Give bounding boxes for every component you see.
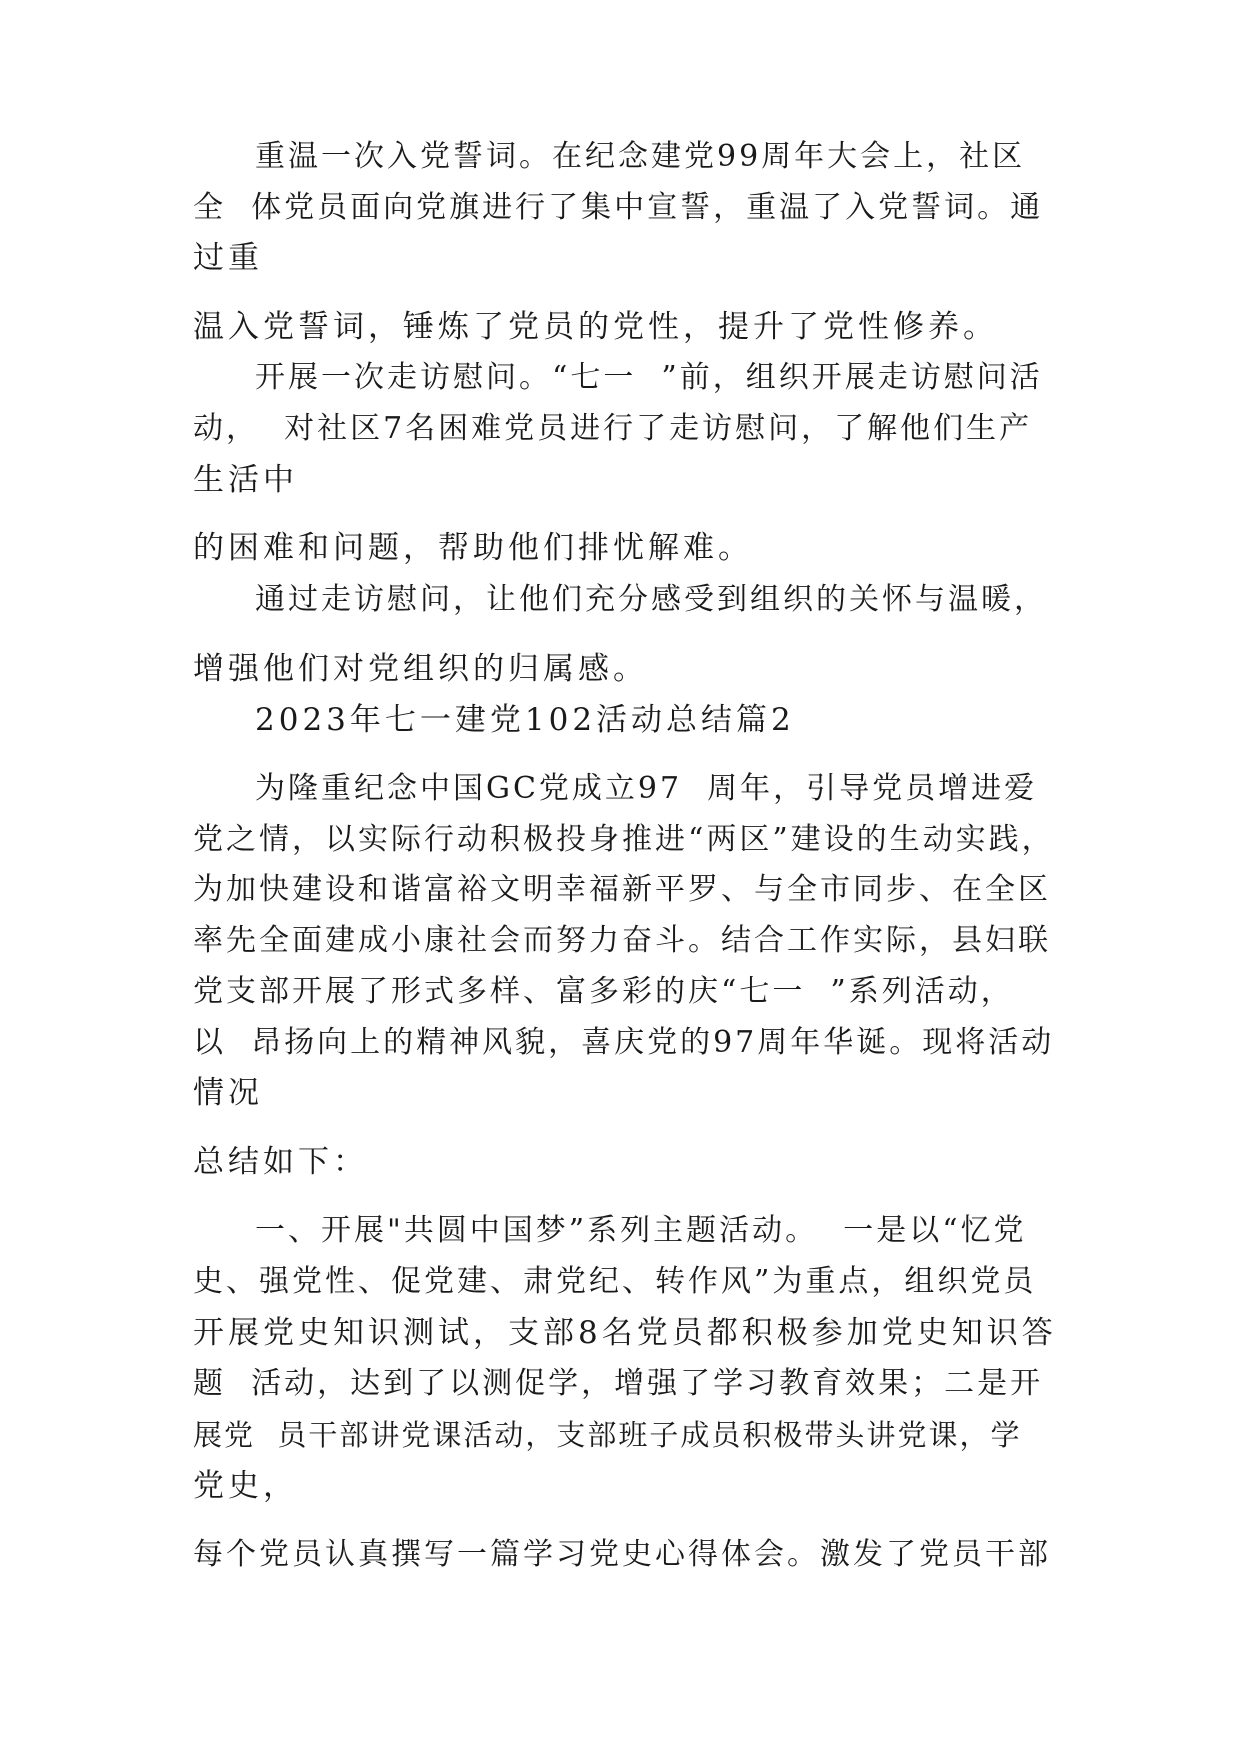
text-line: 一、开展"共圆中国梦”系列主题活动。 一是以“忆党: [255, 1213, 1027, 1248]
text-line: 的困难和问题，帮助他们排忧解难。: [193, 530, 753, 566]
text-line: 生活中: [193, 462, 298, 498]
text-line: 增强他们对党组织的归属感。: [193, 651, 648, 687]
text-line: 通过走访慰问，让他们充分感受到组织的关怀与温暖，: [255, 582, 1047, 617]
text-line: 党支部开展了形式多样、富多彩的庆“七一 ”系列活动，: [193, 974, 1014, 1009]
text-line: 题 活动，达到了以测促学，增强了学习教育效果；二是开: [193, 1366, 1044, 1401]
text-line: 开展党史知识测试，支部8名党员都积极参加党史知识答: [193, 1315, 1057, 1351]
text-line: 为加快建设和谐富裕文明幸福新平罗、与全市同步、在全区: [193, 872, 1051, 907]
text-line: 以 昂扬向上的精神风貌，喜庆党的97周年华诞。现将活动: [193, 1025, 1055, 1060]
text-line: 过重: [193, 240, 263, 276]
text-line: 全 体党员面向党旗进行了集中宣誓，重温了入党誓词。通: [193, 190, 1044, 225]
text-line: 开展一次走访慰问。“七一 ”前，组织开展走访慰问活: [255, 360, 1043, 395]
text-line: 情况: [193, 1075, 263, 1111]
text-line: 动， 对社区7名困难党员进行了走访慰问，了解他们生产: [193, 411, 1033, 446]
text-line: 史、强党性、促党建、肃党纪、转作风”为重点，组织党员: [193, 1264, 1037, 1299]
text-line: 总结如下：: [193, 1144, 368, 1180]
text-line: 党史，: [193, 1468, 298, 1504]
text-line: 重温一次入党誓词。在纪念建党99周年大会上，社区: [255, 139, 1026, 174]
text-line: 展党 员干部讲党课活动，支部班子成员积极带头讲党课，学: [193, 1418, 1022, 1452]
text-line: 率先全面建成小康社会而努力奋斗。结合工作实际，县妇联: [193, 923, 1051, 958]
section-heading: 2023年七一建党102活动总结篇2: [255, 702, 795, 738]
text-line: 为隆重纪念中国GC党成立97 周年，引导党员增进爱: [255, 771, 1038, 806]
text-line: 每个党员认真撰写一篇学习党史心得体会。激发了党员干部: [193, 1537, 1051, 1572]
text-line: 温入党誓词，锤炼了党员的党性，提升了党性修养。: [193, 309, 998, 345]
text-line: 党之情，以实际行动积极投身推进“两区”建设的生动实践，: [193, 822, 1055, 857]
